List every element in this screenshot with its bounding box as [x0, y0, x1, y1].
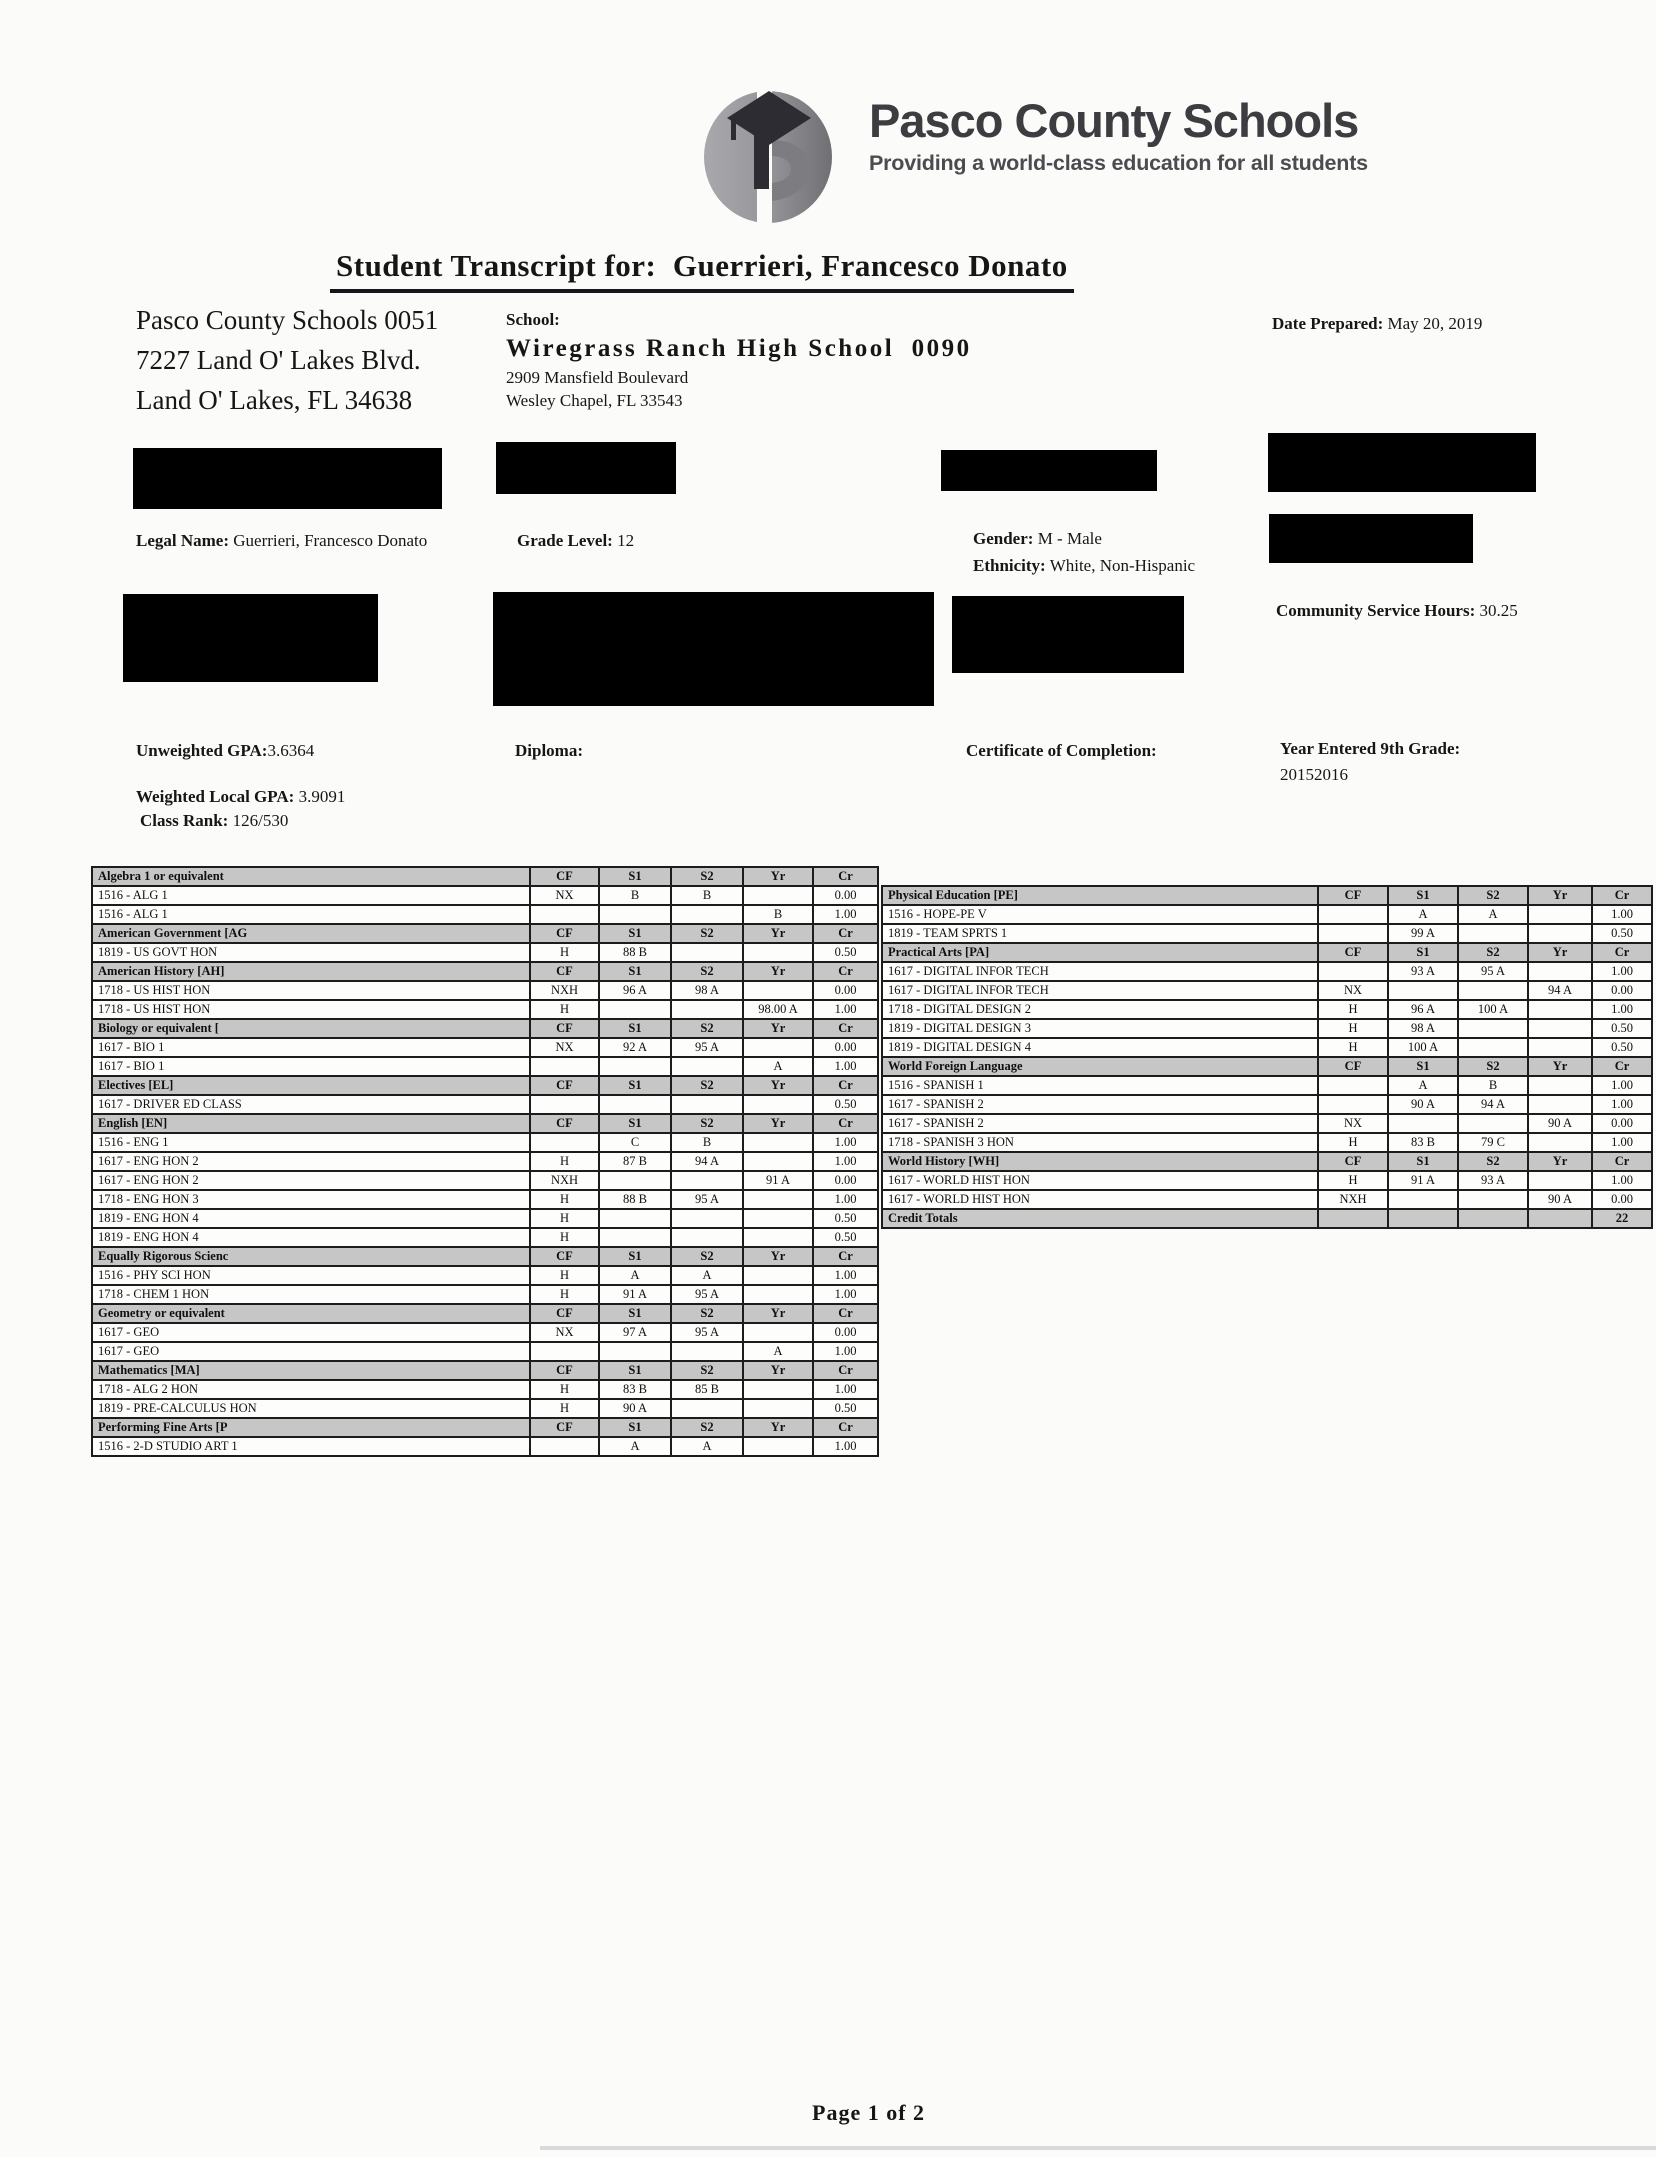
section-header-row: Geometry or equivalent CF S1 S2 Yr Cr — [92, 1304, 878, 1323]
course-row: 1819 - PRE-CALCULUS HON H 90 A 0.50 — [92, 1399, 878, 1418]
course-row: 1617 - SPANISH 2 NX 90 A 0.00 — [882, 1114, 1652, 1133]
section-header-row: Physical Education [PE] CF S1 S2 Yr Cr — [882, 886, 1652, 905]
section-header-row: English [EN] CF S1 S2 Yr Cr — [92, 1114, 878, 1133]
course-row: 1617 - SPANISH 2 90 A 94 A 1.00 — [882, 1095, 1652, 1114]
section-header-row: Performing Fine Arts [P CF S1 S2 Yr Cr — [92, 1418, 878, 1437]
year-entered-9th-grade — [1280, 739, 1460, 785]
page-footer — [812, 2100, 1032, 2125]
course-row: 1516 - ALG 1 B 1.00 — [92, 905, 878, 924]
right-course-table — [881, 885, 1653, 1229]
section-header-row: Mathematics [MA] CF S1 S2 Yr Cr — [92, 1361, 878, 1380]
redaction-box — [133, 448, 442, 509]
ethnicity — [973, 556, 1195, 576]
redaction-box — [952, 596, 1184, 673]
unweighted-gpa-label: Unweighted GPA: — [136, 741, 268, 760]
course-row: 1718 - ENG HON 3 H 88 B 95 A 1.00 — [92, 1190, 878, 1209]
redaction-box — [1268, 433, 1536, 492]
section-header-row: American History [AH] CF S1 S2 Yr Cr — [92, 962, 878, 981]
gender-value: M - Male — [1037, 529, 1102, 548]
course-row: 1617 - DIGITAL INFOR TECH NX 94 A 0.00 — [882, 981, 1652, 1000]
redaction-box — [493, 592, 934, 706]
course-row: 1617 - WORLD HIST HON H 91 A 93 A 1.00 — [882, 1171, 1652, 1190]
course-row: 1617 - DRIVER ED CLASS 0.50 — [92, 1095, 878, 1114]
date-prepared-value: May 20, 2019 — [1387, 314, 1483, 333]
weighted-gpa-value: 3.9091 — [298, 787, 346, 806]
redaction-box — [941, 450, 1157, 491]
weighted-local-gpa — [136, 787, 345, 807]
school-block — [506, 310, 972, 412]
course-row: 1718 - ALG 2 HON H 83 B 85 B 1.00 — [92, 1380, 878, 1399]
community-service-value: 30.25 — [1479, 601, 1518, 620]
course-row: 1718 - SPANISH 3 HON H 83 B 79 C 1.00 — [882, 1133, 1652, 1152]
course-row: 1617 - DIGITAL INFOR TECH 93 A 95 A 1.00 — [882, 962, 1652, 981]
course-row: 1516 - ALG 1 NX B B 0.00 — [92, 886, 878, 905]
page-title: Student Transcript for: Guerrieri, Francesco Donato — [330, 248, 1074, 293]
redaction-box — [496, 442, 676, 494]
course-row: 1516 - 2-D STUDIO ART 1 A A 1.00 — [92, 1437, 878, 1456]
section-header-row: Equally Rigorous Scienc CF S1 S2 Yr Cr — [92, 1247, 878, 1266]
course-row: 1718 - US HIST HON NXH 96 A 98 A 0.00 — [92, 981, 878, 1000]
course-row: 1617 - BIO 1 A 1.00 — [92, 1057, 878, 1076]
grade-level-value: 12 — [617, 531, 635, 550]
gender — [973, 529, 1102, 549]
course-row: 1819 - ENG HON 4 H 0.50 — [92, 1209, 878, 1228]
grade-level — [517, 531, 634, 551]
community-service-label: Community Service Hours: — [1276, 601, 1476, 620]
course-row: 1819 - TEAM SPRTS 1 99 A 0.50 — [882, 924, 1652, 943]
logo-title: Pasco County Schools — [869, 94, 1359, 147]
date-prepared-label: Date Prepared: — [1272, 314, 1384, 333]
course-row: 1718 - DIGITAL DESIGN 2 H 96 A 100 A 1.00 — [882, 1000, 1652, 1019]
course-row: 1617 - ENG HON 2 H 87 B 94 A 1.00 — [92, 1152, 878, 1171]
credit-totals-row: Credit Totals 22 — [882, 1209, 1652, 1228]
ethnicity-value: White, Non-Hispanic — [1049, 556, 1196, 575]
course-row: 1718 - CHEM 1 HON H 91 A 95 A 1.00 — [92, 1285, 878, 1304]
section-header-row: Biology or equivalent [ CF S1 S2 Yr Cr — [92, 1019, 878, 1038]
school-address-line2: Wesley Chapel, FL 33543 — [506, 391, 683, 410]
section-header-row: Electives [EL] CF S1 S2 Yr Cr — [92, 1076, 878, 1095]
diploma-label: Diploma: — [515, 741, 583, 760]
legal-name-value: Guerrieri, Francesco Donato — [233, 531, 428, 550]
course-row: 1819 - ENG HON 4 H 0.50 — [92, 1228, 878, 1247]
course-row: 1516 - PHY SCI HON H A A 1.00 — [92, 1266, 878, 1285]
year-entered-value: 20152016 — [1280, 765, 1348, 784]
district-address-line1: Pasco County Schools 0051 — [136, 305, 439, 335]
district-address-line3: Land O' Lakes, FL 34638 — [136, 385, 413, 415]
school-name: Wiregrass Ranch High School 0090 — [506, 335, 972, 362]
course-row: 1819 - DIGITAL DESIGN 4 H 100 A 0.50 — [882, 1038, 1652, 1057]
date-prepared — [1272, 314, 1482, 334]
certificate-of-completion-label: Certificate of Completion: — [966, 741, 1157, 760]
section-header-row: World History [WH] CF S1 S2 Yr Cr — [882, 1152, 1652, 1171]
school-address — [506, 366, 972, 412]
section-header-row: American Government [AG CF S1 S2 Yr Cr — [92, 924, 878, 943]
section-header-row: Practical Arts [PA] CF S1 S2 Yr Cr — [882, 943, 1652, 962]
ethnicity-label: Ethnicity: — [973, 556, 1046, 575]
community-service-hours — [1276, 601, 1518, 621]
logo-tagline: Providing a world-class education for all students — [869, 151, 1368, 175]
grade-level-label: Grade Level: — [517, 531, 613, 550]
course-row: 1617 - BIO 1 NX 92 A 95 A 0.00 — [92, 1038, 878, 1057]
class-rank-label: Class Rank: — [140, 811, 229, 830]
school-label: School: — [506, 310, 560, 329]
section-header-row: Algebra 1 or equivalent CF S1 S2 Yr Cr — [92, 867, 878, 886]
course-row: 1617 - GEO NX 97 A 95 A 0.00 — [92, 1323, 878, 1342]
district-address-line2: 7227 Land O' Lakes Blvd. — [136, 345, 421, 375]
redaction-box — [1269, 514, 1473, 563]
district-address — [136, 300, 438, 420]
school-address-line1: 2909 Mansfield Boulevard — [506, 368, 689, 387]
district-logo — [697, 85, 1368, 232]
unweighted-gpa — [136, 741, 314, 761]
left-course-table — [91, 866, 879, 1457]
gender-label: Gender: — [973, 529, 1034, 548]
course-row: 1819 - DIGITAL DESIGN 3 H 98 A 0.50 — [882, 1019, 1652, 1038]
redaction-box — [123, 594, 378, 682]
weighted-gpa-label: Weighted Local GPA: — [136, 787, 295, 806]
scan-artifact-line — [540, 2146, 1656, 2150]
course-row: 1718 - US HIST HON H 98.00 A 1.00 — [92, 1000, 878, 1019]
page-number-text: Page 1 of 2 — [812, 2100, 926, 2125]
course-row: 1516 - HOPE-PE V A A 1.00 — [882, 905, 1652, 924]
legal-name-label: Legal Name: — [136, 531, 230, 550]
course-row: 1617 - GEO A 1.00 — [92, 1342, 878, 1361]
unweighted-gpa-value: 3.6364 — [267, 741, 315, 760]
course-row: 1617 - ENG HON 2 NXH 91 A 0.00 — [92, 1171, 878, 1190]
pasco-schools-logo-icon — [697, 85, 845, 232]
course-row: 1516 - SPANISH 1 A B 1.00 — [882, 1076, 1652, 1095]
course-row: 1617 - WORLD HIST HON NXH 90 A 0.00 — [882, 1190, 1652, 1209]
course-row: 1516 - ENG 1 C B 1.00 — [92, 1133, 878, 1152]
course-row: 1819 - US GOVT HON H 88 B 0.50 — [92, 943, 878, 962]
section-header-row: World Foreign Language CF S1 S2 Yr Cr — [882, 1057, 1652, 1076]
class-rank — [140, 811, 288, 831]
class-rank-value: 126/530 — [232, 811, 289, 830]
year-entered-label: Year Entered 9th Grade: — [1280, 739, 1461, 758]
legal-name — [136, 531, 427, 551]
